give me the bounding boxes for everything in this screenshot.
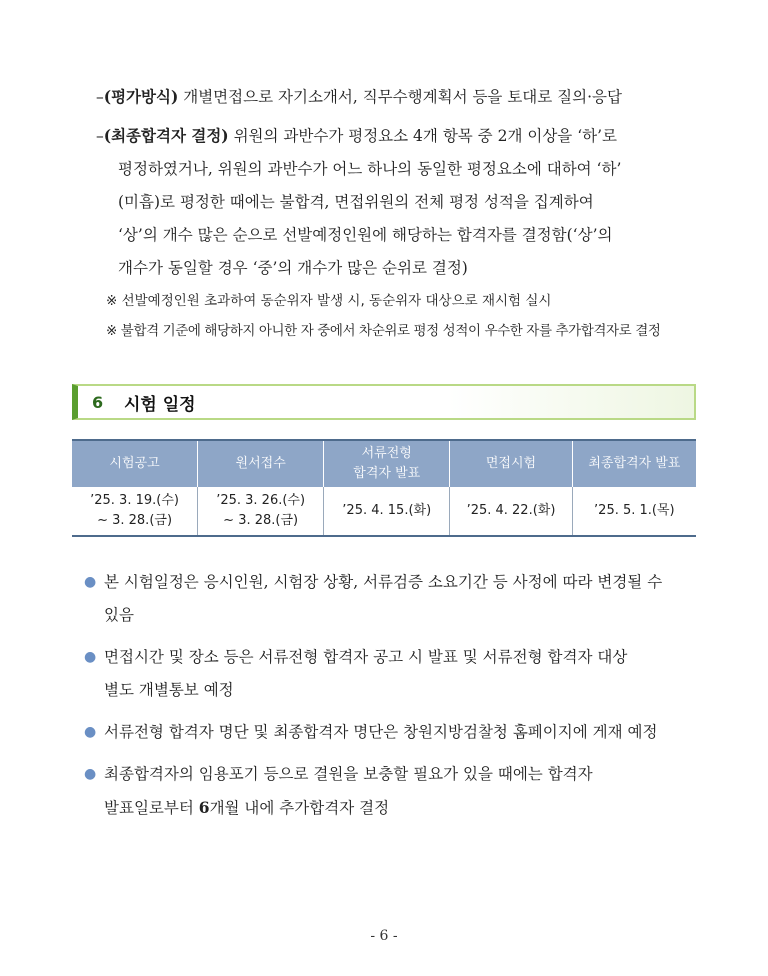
table-header-cell: 면접시험 bbox=[450, 440, 572, 487]
final-decision bbox=[96, 119, 696, 285]
list-item-text bbox=[104, 716, 657, 749]
list-item-text bbox=[104, 566, 662, 632]
final-decision-label: (최종합격자 결정) bbox=[103, 126, 229, 145]
table-header-cell-line: 서류전형 bbox=[361, 446, 412, 461]
bullet-list bbox=[84, 566, 704, 834]
table-cell: ’25. 5. 1.(목) bbox=[572, 487, 696, 536]
note-item: ※ 불합격 기준에 해당하지 아니한 자 중에서 차순위로 평정 성적이 우수한 자를 추가합격자로 결정 bbox=[106, 323, 661, 339]
final-decision-line-3: (미흡)로 평정한 때에는 불합격, 면접위원의 전체 평정 성적을 집계하여 bbox=[118, 193, 594, 211]
bullet-dot-icon: ● bbox=[84, 649, 97, 665]
list-item-line: 서류전형 합격자 명단 및 최종합격자 명단은 창원지방검찰청 홈페이지에 게재 예정 bbox=[104, 723, 658, 741]
table-header-row bbox=[72, 440, 696, 487]
table-cell: ’25. 4. 22.(화) bbox=[450, 487, 572, 536]
evaluation-method-label: (평가방식) bbox=[103, 87, 179, 106]
list-item-text-bold: 6 bbox=[198, 798, 210, 817]
table-header-cell: 시험공고 bbox=[72, 440, 198, 487]
table-header-cell: 원서접수 bbox=[198, 440, 324, 487]
list-item-text-part: 발표일로부터 bbox=[104, 799, 199, 817]
list-item-line: 본 시험일정은 응시인원, 시험장 상황, 서류검증 소요기간 등 사정에 따라 변경될 수 bbox=[104, 573, 663, 591]
cell-line: ’25. 3. 19.(수) bbox=[90, 493, 179, 508]
list-item-line: 있음 bbox=[104, 606, 134, 624]
table-cell bbox=[72, 487, 198, 536]
note-item: ※ 선발예정인원 초과하여 동순위자 발생 시, 동순위자 대상으로 재시험 실시 bbox=[106, 293, 552, 309]
table-header-cell-line: 합격자 발표 bbox=[353, 466, 421, 481]
evaluation-method-line: –(평가방식) 개별면접으로 자기소개서, 직무수행계획서 등을 토대로 질의·응답 bbox=[96, 87, 623, 106]
table-cell: ’25. 4. 15.(화) bbox=[324, 487, 450, 536]
schedule-table bbox=[72, 439, 696, 537]
final-decision-text-1: 위원의 과반수가 평정요소 4개 항목 중 2개 이상을 ‘하’로 bbox=[228, 127, 617, 145]
cell-line: ~ 3. 28.(금) bbox=[97, 513, 173, 528]
list-item-text bbox=[104, 641, 627, 707]
evaluation-method-text: 개별면접으로 자기소개서, 직무수행계획서 등을 토대로 질의·응답 bbox=[178, 88, 623, 106]
list-item-line bbox=[104, 791, 593, 825]
list-item bbox=[84, 566, 704, 632]
cell-line: ’25. 3. 26.(수) bbox=[216, 493, 306, 508]
list-item-text-part: 개월 내에 추가합격자 결정 bbox=[209, 799, 390, 817]
final-decision-line-4: ‘상’의 개수 많은 순으로 선발예정인원에 해당하는 합격자를 결정함(‘상’의 bbox=[118, 226, 613, 244]
notes bbox=[106, 286, 706, 346]
section-title: 시험 일정 bbox=[124, 394, 196, 415]
table-cell bbox=[198, 487, 324, 536]
list-item bbox=[84, 758, 704, 825]
table-row bbox=[72, 487, 696, 536]
table-header-cell: 최종합격자 발표 bbox=[572, 440, 696, 487]
bullet-dot-icon: ● bbox=[84, 724, 97, 740]
bullet-dot-icon: ● bbox=[84, 766, 97, 782]
list-item-text bbox=[104, 758, 593, 825]
evaluation-method bbox=[96, 80, 696, 114]
final-decision-line-1: –(최종합격자 결정) 위원의 과반수가 평정요소 4개 항목 중 2개 이상을 ‘하’로 bbox=[96, 126, 617, 145]
final-decision-line-5: 개수가 동일할 경우 ‘중’의 개수가 많은 순위로 결정) bbox=[118, 259, 468, 277]
list-item bbox=[84, 641, 704, 707]
list-item-line: 별도 개별통보 예정 bbox=[104, 681, 234, 699]
cell-line: ~ 3. 28.(금) bbox=[223, 513, 299, 528]
page-number: - 6 - bbox=[370, 928, 398, 944]
list-item-line: 최종합격자의 임용포기 등으로 결원을 보충할 필요가 있을 때에는 합격자 bbox=[104, 765, 593, 783]
list-item bbox=[84, 716, 704, 749]
final-decision-line-2: 평정하였거나, 위원의 과반수가 어느 하나의 동일한 평정요소에 대하여 ‘하’ bbox=[118, 160, 622, 178]
section-number: 6 bbox=[92, 392, 104, 412]
bullet-dot-icon: ● bbox=[84, 574, 97, 590]
section-header bbox=[72, 384, 696, 420]
table-header-cell bbox=[324, 440, 450, 487]
list-item-line: 면접시간 및 장소 등은 서류전형 합격자 공고 시 발표 및 서류전형 합격자 대상 bbox=[104, 648, 628, 666]
